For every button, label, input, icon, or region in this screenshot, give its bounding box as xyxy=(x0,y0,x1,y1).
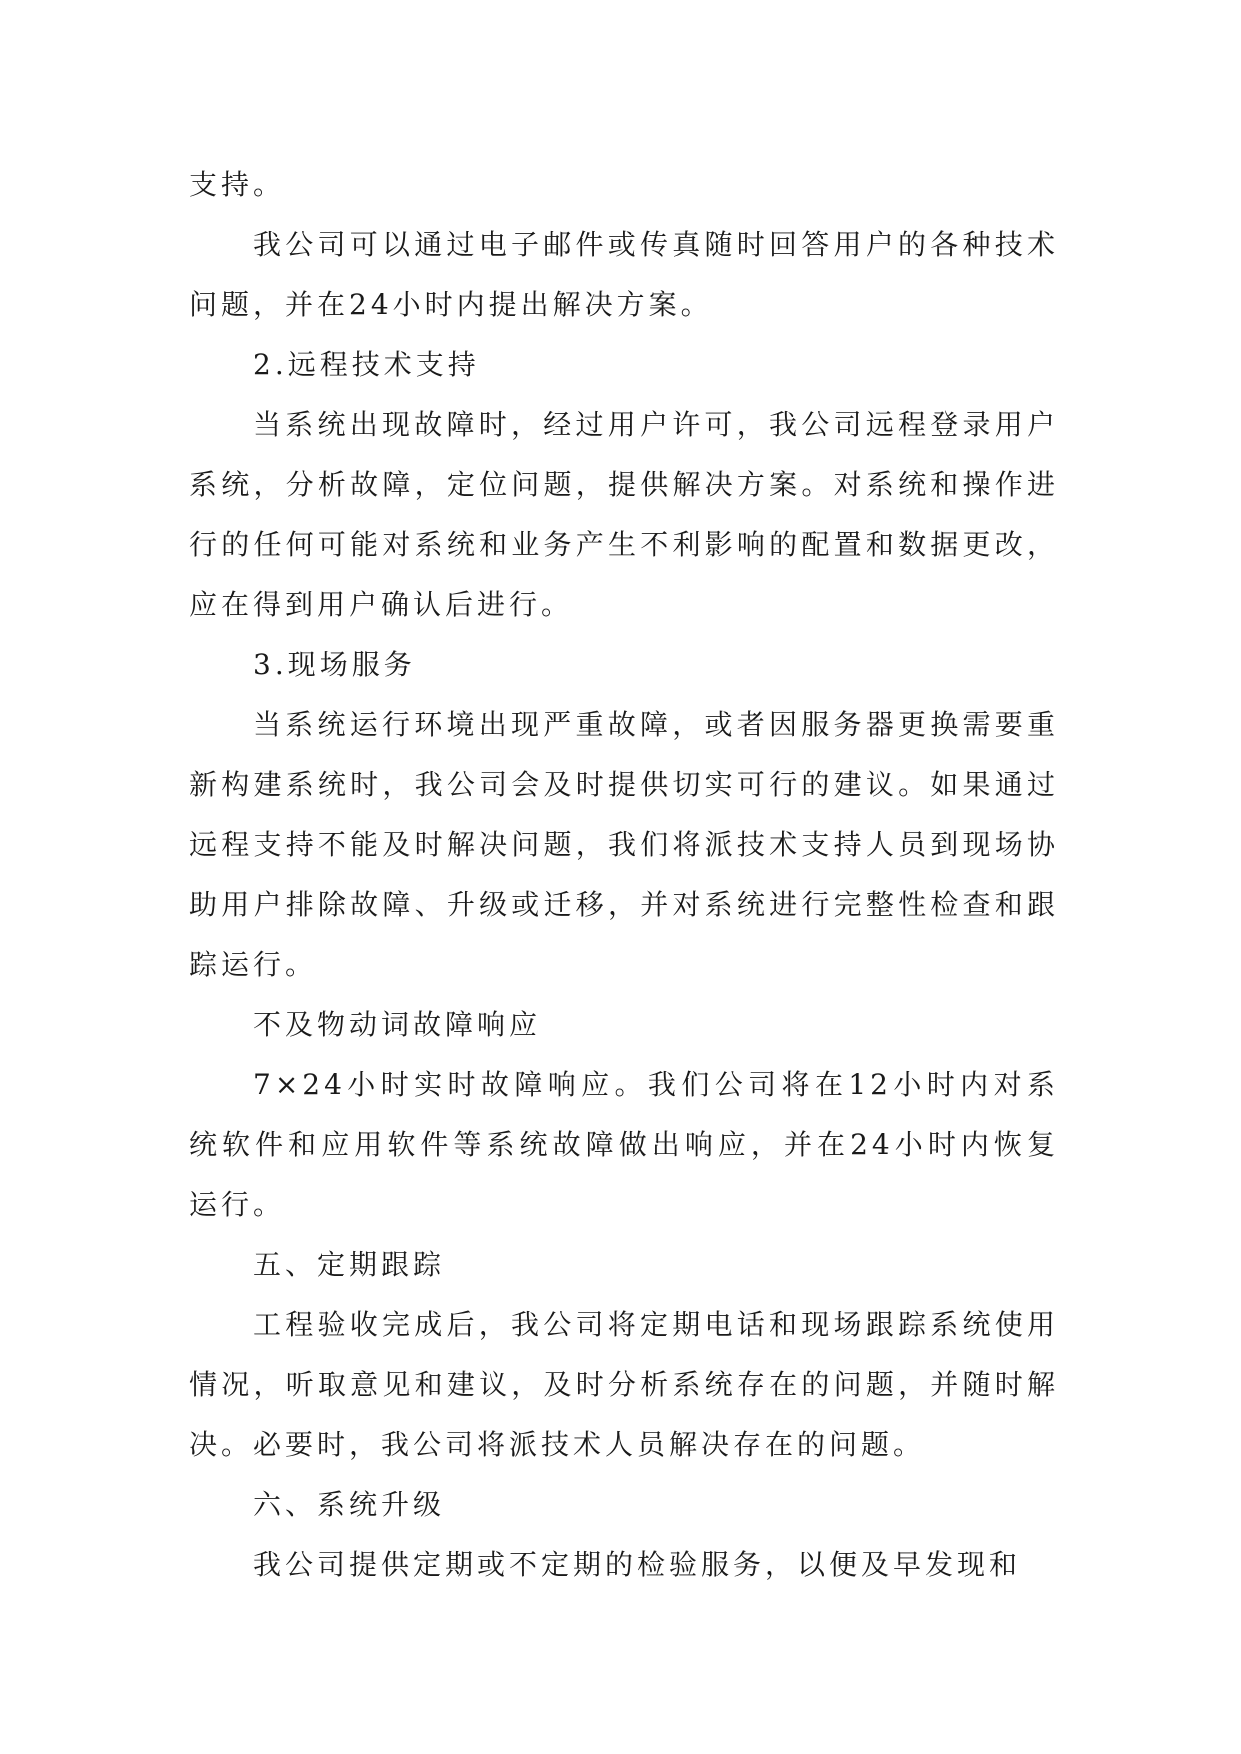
paragraph-system-upgrade: 我公司提供定期或不定期的检验服务，以便及早发现和 xyxy=(253,1548,1022,1581)
heading-regular-tracking: 五、定期跟踪 xyxy=(253,1248,446,1281)
document-body xyxy=(189,155,1059,1595)
paragraph-fault-response: 7×24小时实时故障响应。我们公司将在12小时内对系统软件和应用软件等系统故障做出响应，并在24小时内恢复运行。 xyxy=(189,1068,1059,1221)
heading-fault-response: 不及物动词故障响应 xyxy=(253,1008,542,1041)
heading-system-upgrade: 六、系统升级 xyxy=(253,1488,446,1521)
heading-remote-support: 2.远程技术支持 xyxy=(253,348,480,381)
paragraph-onsite-service: 当系统运行环境出现严重故障，或者因服务器更换需要重新构建系统时，我公司会及时提供切实可行的建议。如果通过远程支持不能及时解决问题，我们将派技术支持人员到现场协助用户排除故障、升级或迁移，并对系统进行完整性检查和跟踪运行。 xyxy=(189,708,1059,981)
heading-onsite-service: 3.现场服务 xyxy=(253,648,416,681)
paragraph-continuation: 支持。 xyxy=(189,168,286,201)
paragraph-regular-tracking: 工程验收完成后，我公司将定期电话和现场跟踪系统使用情况，听取意见和建议，及时分析系统存在的问题，并随时解决。必要时，我公司将派技术人员解决存在的问题。 xyxy=(189,1308,1059,1461)
paragraph-remote-support: 当系统出现故障时，经过用户许可，我公司远程登录用户系统，分析故障，定位问题，提供解决方案。对系统和操作进行的任何可能对系统和业务产生不利影响的配置和数据更改，应在得到用户确认后进行。 xyxy=(189,408,1059,621)
paragraph-email-fax-support: 我公司可以通过电子邮件或传真随时回答用户的各种技术问题，并在24小时内提出解决方案。 xyxy=(189,228,1059,321)
